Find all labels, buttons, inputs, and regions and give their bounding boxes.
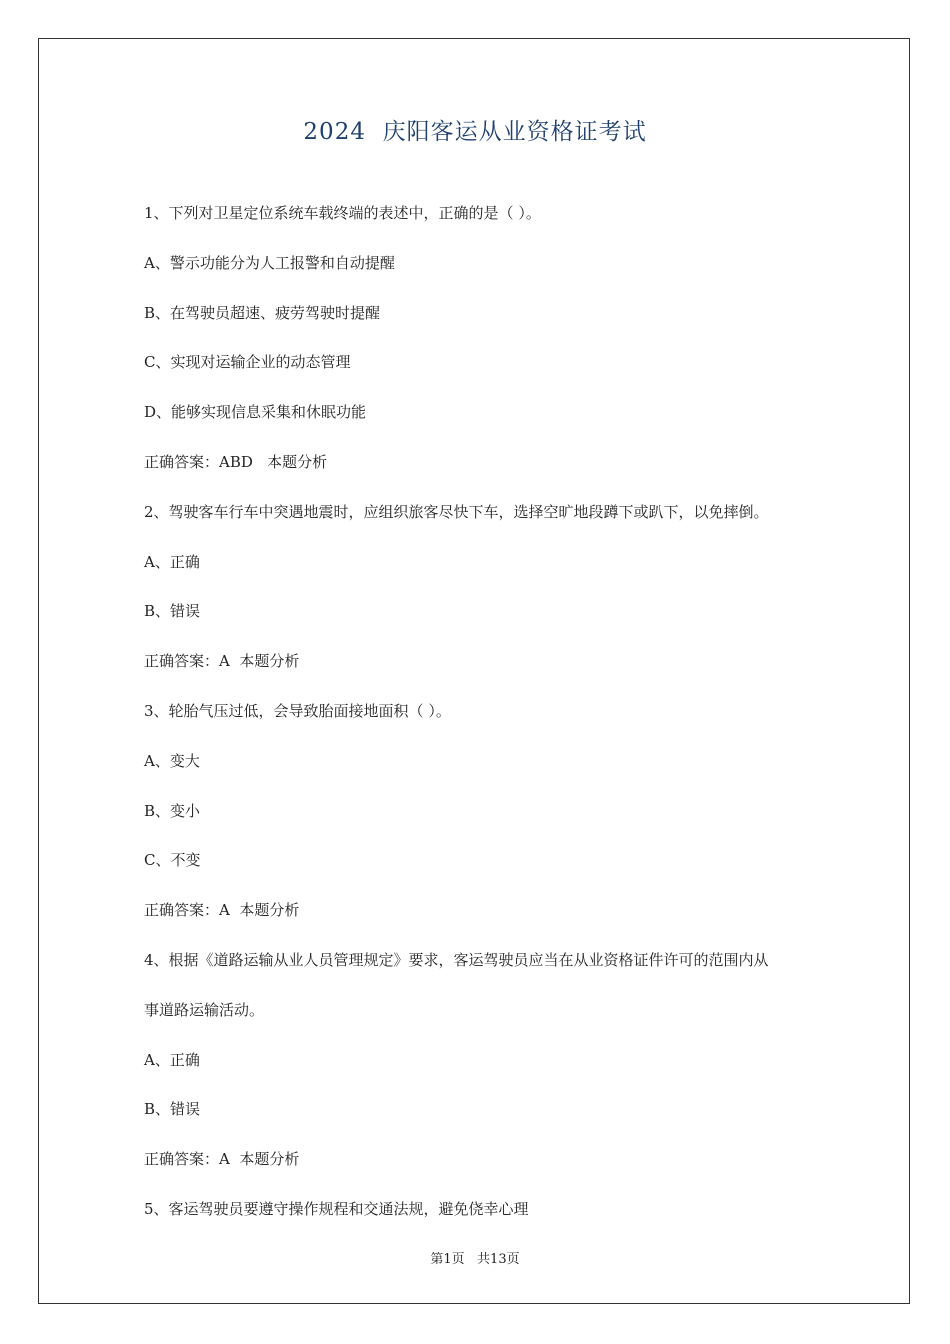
question-3-option-b: B、变小 <box>144 802 201 820</box>
question-3-option-a: A、变大 <box>144 752 200 770</box>
question-4-option-b: B、错误 <box>144 1100 201 1118</box>
document-title: 2024 庆阳客运从业资格证考试 <box>303 119 647 145</box>
question-3-option-c: C、不变 <box>144 851 201 869</box>
question-1-option-b: B、在驾驶员超速、疲劳驾驶时提醒 <box>144 304 381 322</box>
question-4-text-cont: 事道路运输活动。 <box>144 1001 265 1019</box>
question-3-text: 3、轮胎气压过低，会导致胎面接地面积（ ）。 <box>144 702 451 720</box>
question-2-answer: 正确答案：A 本题分析 <box>144 652 300 670</box>
question-3-answer: 正确答案：A 本题分析 <box>144 901 300 919</box>
page-number: 第1页 共13页 <box>430 1252 520 1267</box>
question-2-option-a: A、正确 <box>144 553 200 571</box>
question-1-option-d: D、能够实现信息采集和休眠功能 <box>144 403 367 421</box>
question-1-option-a: A、警示功能分为人工报警和自动提醒 <box>144 254 395 272</box>
question-1-text: 1、下列对卫星定位系统车载终端的表述中，正确的是（ ）。 <box>144 204 541 222</box>
question-1-answer: 正确答案：ABD 本题分析 <box>144 453 328 471</box>
question-2-text: 2、驾驶客车行车中突遇地震时，应组织旅客尽快下车，选择空旷地段蹲下或趴下，以免摔倒。 <box>144 503 769 521</box>
question-4-answer: 正确答案：A 本题分析 <box>144 1150 300 1168</box>
question-1-option-c: C、实现对运输企业的动态管理 <box>144 353 351 371</box>
question-4-option-a: A、正确 <box>144 1051 200 1069</box>
question-2-option-b: B、错误 <box>144 602 201 620</box>
question-5-text: 5、客运驾驶员要遵守操作规程和交通法规，避免侥幸心理 <box>144 1200 529 1218</box>
question-4-text: 4、根据《道路运输从业人员管理规定》要求，客运驾驶员应当在从业资格证件许可的范围内从 <box>144 951 769 969</box>
